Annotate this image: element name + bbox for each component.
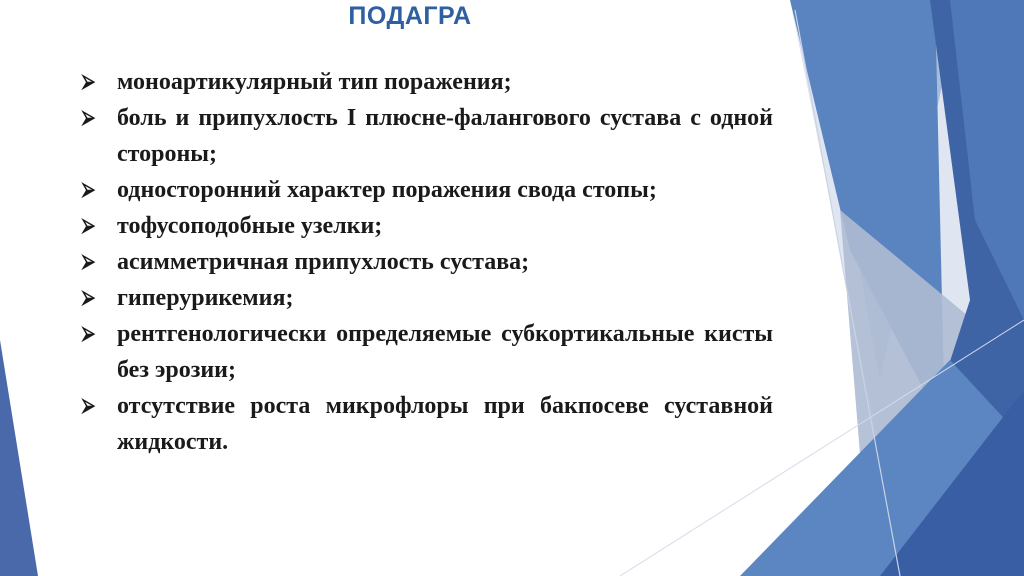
list-item-text: моноартикулярный тип поражения; bbox=[117, 69, 512, 95]
arrowhead-bullet-icon: ⮚ bbox=[82, 323, 95, 344]
list-item bbox=[80, 100, 773, 172]
list-item-text: боль и припухлость I плюсне-фалангового сустава с одной стороны; bbox=[117, 105, 773, 167]
list-item bbox=[80, 388, 773, 460]
list-item bbox=[80, 208, 773, 244]
list-item bbox=[80, 316, 773, 388]
arrowhead-bullet-icon: ⮚ bbox=[82, 251, 95, 272]
arrowhead-bullet-icon: ⮚ bbox=[82, 287, 95, 308]
list-item bbox=[80, 64, 773, 100]
list-item-text: гиперурикемия; bbox=[117, 285, 294, 311]
bullet-list bbox=[80, 64, 773, 460]
list-item-text: тофусоподобные узелки; bbox=[117, 213, 383, 239]
list-item bbox=[80, 172, 773, 208]
slide-title: ПОДАГРА bbox=[348, 2, 472, 30]
arrowhead-bullet-icon: ⮚ bbox=[82, 107, 95, 128]
list-item-text: односторонний характер поражения свода стопы; bbox=[117, 177, 657, 203]
list-item bbox=[80, 244, 773, 280]
list-item-text: рентгенологически определяемые субкортикальные кисты без эрозии; bbox=[117, 321, 773, 383]
arrowhead-bullet-icon: ⮚ bbox=[82, 215, 95, 236]
arrowhead-bullet-icon: ⮚ bbox=[82, 179, 95, 200]
left-accent-shape bbox=[0, 340, 38, 576]
arrowhead-bullet-icon: ⮚ bbox=[82, 71, 95, 92]
list-item-text: асимметричная припухлость сустава; bbox=[117, 249, 530, 275]
arrowhead-bullet-icon: ⮚ bbox=[82, 395, 95, 416]
list-item-text: отсутствие роста микрофлоры при бакпосеве суставной жидкости. bbox=[117, 393, 773, 455]
list-item bbox=[80, 280, 773, 316]
